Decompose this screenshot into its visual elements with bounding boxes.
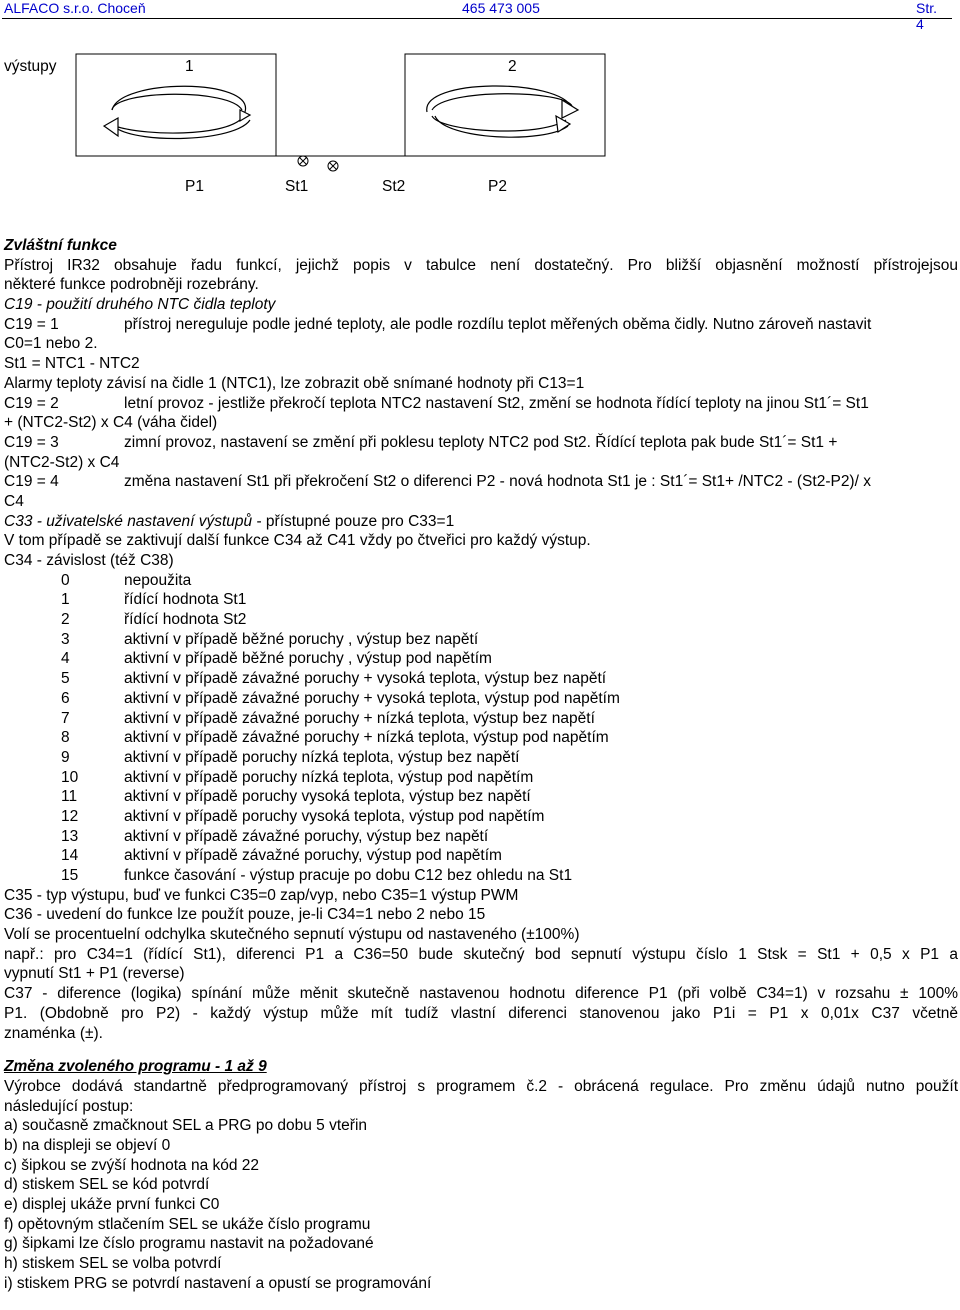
list-item: d) stiskem SEL se kód potvrdí [4, 1176, 210, 1194]
list-item [4, 610, 958, 630]
c19-option-2 [4, 394, 958, 414]
c19-1-text: přístroj nereguluje podle jedné teploty, ale podle rozdílu teplot měřených oběma čidly. Nutno zároveň nastavit [124, 315, 872, 333]
list-item [4, 787, 958, 807]
list-item [4, 728, 958, 748]
c37-line-3: znaménka (±). [4, 1024, 103, 1042]
c33-line-2: V tom případě se zaktivují další funkce C34 až C41 vždy po čtveřici pro každý výstup. [4, 532, 591, 550]
item-text: řídící hodnota St1 [124, 591, 247, 609]
program-steps-list [4, 1116, 958, 1293]
item-number: 2 [61, 611, 70, 629]
c19-3-label: C19 = 3 [4, 433, 59, 451]
c19-3-text: zimní provoz, nastavení se změní při poklesu teploty NTC2 pod St2. Řídící teplota pak bude St1´= St1 + [124, 433, 838, 451]
c36-line-2: Volí se procentuelní odchylka skutečného sepnutí výstupu od nastaveného (±100%) [4, 926, 580, 944]
item-text: aktivní v případě poruchy nízká teplota, výstup bez napětí [124, 748, 520, 766]
st1-label: St1 [285, 178, 309, 195]
output-2-box [405, 54, 605, 156]
c19-option-4 [4, 472, 958, 492]
item-text: aktivní v případě poruchy nízká teplota, výstup pod napětím [124, 768, 534, 786]
list-item [4, 590, 958, 610]
list-item [4, 827, 958, 847]
list-item: b) na displeji se objeví 0 [4, 1136, 171, 1154]
phone-number: 465 473 005 [462, 0, 540, 16]
c36-line: C36 - uvedení do funkce lze použít pouze, je-li C34=1 nebo 2 nebo 15 [4, 906, 486, 924]
item-text: aktivní v případě závažné poruchy, výstup pod napětím [124, 847, 502, 865]
list-item [4, 689, 958, 709]
c19-2-continuation: + (NTC2-St2) x C4 (váha čidel) [4, 414, 218, 432]
special-intro-line-2: některé funkce podrobněji rozebrány. [4, 276, 259, 294]
example-line-2: vypnutí St1 + P1 (reverse) [4, 965, 185, 983]
list-item [4, 748, 958, 768]
c19-4-continuation: C4 [4, 492, 24, 510]
p2-label: P2 [488, 178, 507, 195]
special-functions-heading: Zvláštní funkce [4, 237, 117, 254]
list-item: f) opětovným stlačením SEL se ukáže číslo programu [4, 1215, 371, 1233]
output-diagram [0, 50, 960, 190]
program-intro-line-1: Výrobce dodává standartně předprogramovaný přístroj s programem č.2 - obrácená regulace. Pro změnu údajů nutno použít [4, 1077, 958, 1095]
c19-option-1 [4, 315, 958, 335]
item-text: aktivní v případě závažné poruchy + nízká teplota, výstup pod napětím [124, 729, 609, 747]
alarms-note: Alarmy teploty závisí na čidle 1 (NTC1), lze zobrazit obě snímané hodnoty při C13=1 [4, 374, 585, 392]
item-number: 8 [61, 729, 70, 747]
c37-line-2: P1. (Obdobně pro P2) - každý výstup může mít tudíž vlastní diferenci stanovenou jako P1i = P1 x 0,01x C37 včetně [4, 1004, 958, 1022]
list-item [4, 669, 958, 689]
c19-1-continuation: C0=1 nebo 2. [4, 335, 98, 353]
cycle-arrow-left-icon [104, 86, 250, 138]
c19-2-label: C19 = 2 [4, 394, 59, 412]
item-number: 15 [61, 867, 79, 884]
item-number: 3 [61, 630, 70, 648]
program-change-heading [4, 1057, 958, 1077]
item-number: 14 [61, 847, 79, 865]
c19-4-text: změna nastavení St1 při překročení St2 o diferenci P2 - nová hodnota St1 je : St1´= St1+ /NTC2 - (St2-P2)/ x [124, 473, 871, 491]
cycle-arrow-right-icon [427, 86, 578, 137]
c19-2-text: letní provoz - jestliže překročí teplota NTC2 nastavení St2, změní se hodnota řídící teploty na jinou St1´= St1 [124, 394, 869, 412]
st2-label: St2 [382, 178, 406, 195]
item-text: řídící hodnota St2 [124, 611, 247, 629]
list-item [4, 649, 958, 669]
item-number: 4 [61, 650, 70, 668]
item-text: aktivní v případě běžné poruchy , výstup bez napětí [124, 630, 479, 648]
document-body [4, 236, 958, 1293]
list-item [4, 630, 958, 650]
c19-3-continuation: (NTC2-St2) x C4 [4, 453, 120, 471]
item-number: 12 [61, 807, 79, 825]
list-item: i) stiskem PRG se potvrdí nastavení a opustí se programování [4, 1274, 432, 1292]
list-item: e) displej ukáže první funkci C0 [4, 1196, 220, 1213]
p1-label: P1 [185, 178, 204, 195]
item-number: 6 [61, 689, 70, 707]
output-1-label: 1 [185, 58, 194, 75]
item-text: aktivní v případě závažné poruchy + nízká teplota, výstup bez napětí [124, 709, 595, 727]
list-item: g) šipkami lze číslo programu nastavit na požadované [4, 1235, 374, 1253]
item-text: aktivní v případě závažné poruchy + vysoká teplota, výstup bez napětí [124, 670, 607, 688]
c33-line [4, 512, 958, 532]
list-item [4, 807, 958, 827]
section-gap [4, 1043, 958, 1057]
c19-option-3 [4, 433, 958, 453]
list-item: h) stiskem SEL se volba potvrdí [4, 1255, 222, 1273]
program-intro-line-2: následující postup: [4, 1097, 134, 1115]
example-line-1: např.: pro C34=1 (řídící St1), diferenci P1 a C36=50 bude skutečný bod sepnutí výstupu číslo 1 Stsk = St1 + 0,5 x P1 a [4, 945, 958, 963]
item-text: funkce časování - výstup pracuje po dobu C12 bez ohledu na St1 [124, 867, 573, 884]
list-item: c) šipkou se zvýší hodnota na kód 22 [4, 1156, 260, 1174]
outputs-label: výstupy [4, 58, 57, 75]
c19-1-label: C19 = 1 [4, 315, 59, 333]
item-number: 1 [61, 591, 70, 609]
item-text: aktivní v případě závažné poruchy, výstup bez napětí [124, 827, 489, 845]
output-1-box [76, 54, 276, 156]
item-number: 13 [61, 827, 79, 845]
page-header [4, 0, 944, 32]
list-item [4, 768, 958, 788]
item-text: aktivní v případě poruchy vysoká teplota, výstup bez napětí [124, 788, 531, 806]
item-number: 11 [61, 788, 78, 806]
item-text: aktivní v případě běžné poruchy , výstup pod napětím [124, 650, 492, 668]
c37-line-1: C37 - diference (logika) spínání může měnit skutečně nastavenou hodnotu diference P1 (při volbě C34=1) v rozsahu ± 100% [4, 985, 958, 1003]
page-number: Str. 4 [916, 0, 938, 32]
company-name: ALFACO s.r.o. Choceň [4, 0, 146, 16]
output-2-label: 2 [508, 58, 517, 75]
item-number: 10 [61, 768, 79, 786]
c33-heading: C33 - uživatelské nastavení výstupů [4, 512, 253, 530]
setpoint-marker-1-icon [298, 156, 308, 166]
list-item: a) současně zmačknout SEL a PRG po dobu 5 vteřin [4, 1117, 368, 1135]
c33-text: - přístupné pouze pro C33=1 [252, 512, 455, 530]
st1-formula: St1 = NTC1 - NTC2 [4, 355, 140, 373]
header-divider [2, 18, 952, 19]
item-number: 5 [61, 670, 70, 688]
program-heading-text: Změna zvoleného programu - 1 až 9 [4, 1058, 267, 1076]
item-number: 0 [61, 571, 70, 589]
special-intro-line-1: Přístroj IR32 obsahuje řadu funkcí, jejichž popis v tabulce není dostatečný. Pro bližší objasnění možností přístrojejsou [4, 256, 958, 274]
list-item [4, 709, 958, 729]
item-text: nepoužita [124, 571, 192, 589]
list-item [4, 846, 958, 866]
c34-option-list [4, 571, 958, 886]
setpoint-marker-2-icon [328, 161, 338, 171]
list-item [4, 571, 958, 591]
c34-heading: C34 - závislost (též C38) [4, 552, 174, 569]
item-text: aktivní v případě závažné poruchy + vysoká teplota, výstup pod napětím [124, 689, 620, 707]
c19-4-label: C19 = 4 [4, 473, 59, 491]
item-number: 7 [61, 709, 70, 727]
c19-heading: C19 - použití druhého NTC čidla teploty [4, 296, 276, 314]
c35-line: C35 - typ výstupu, buď ve funkci C35=0 zap/vyp, nebo C35=1 výstup PWM [4, 886, 519, 904]
list-item [4, 866, 958, 886]
item-text: aktivní v případě poruchy vysoká teplota, výstup pod napětím [124, 807, 545, 825]
item-number: 9 [61, 748, 70, 766]
